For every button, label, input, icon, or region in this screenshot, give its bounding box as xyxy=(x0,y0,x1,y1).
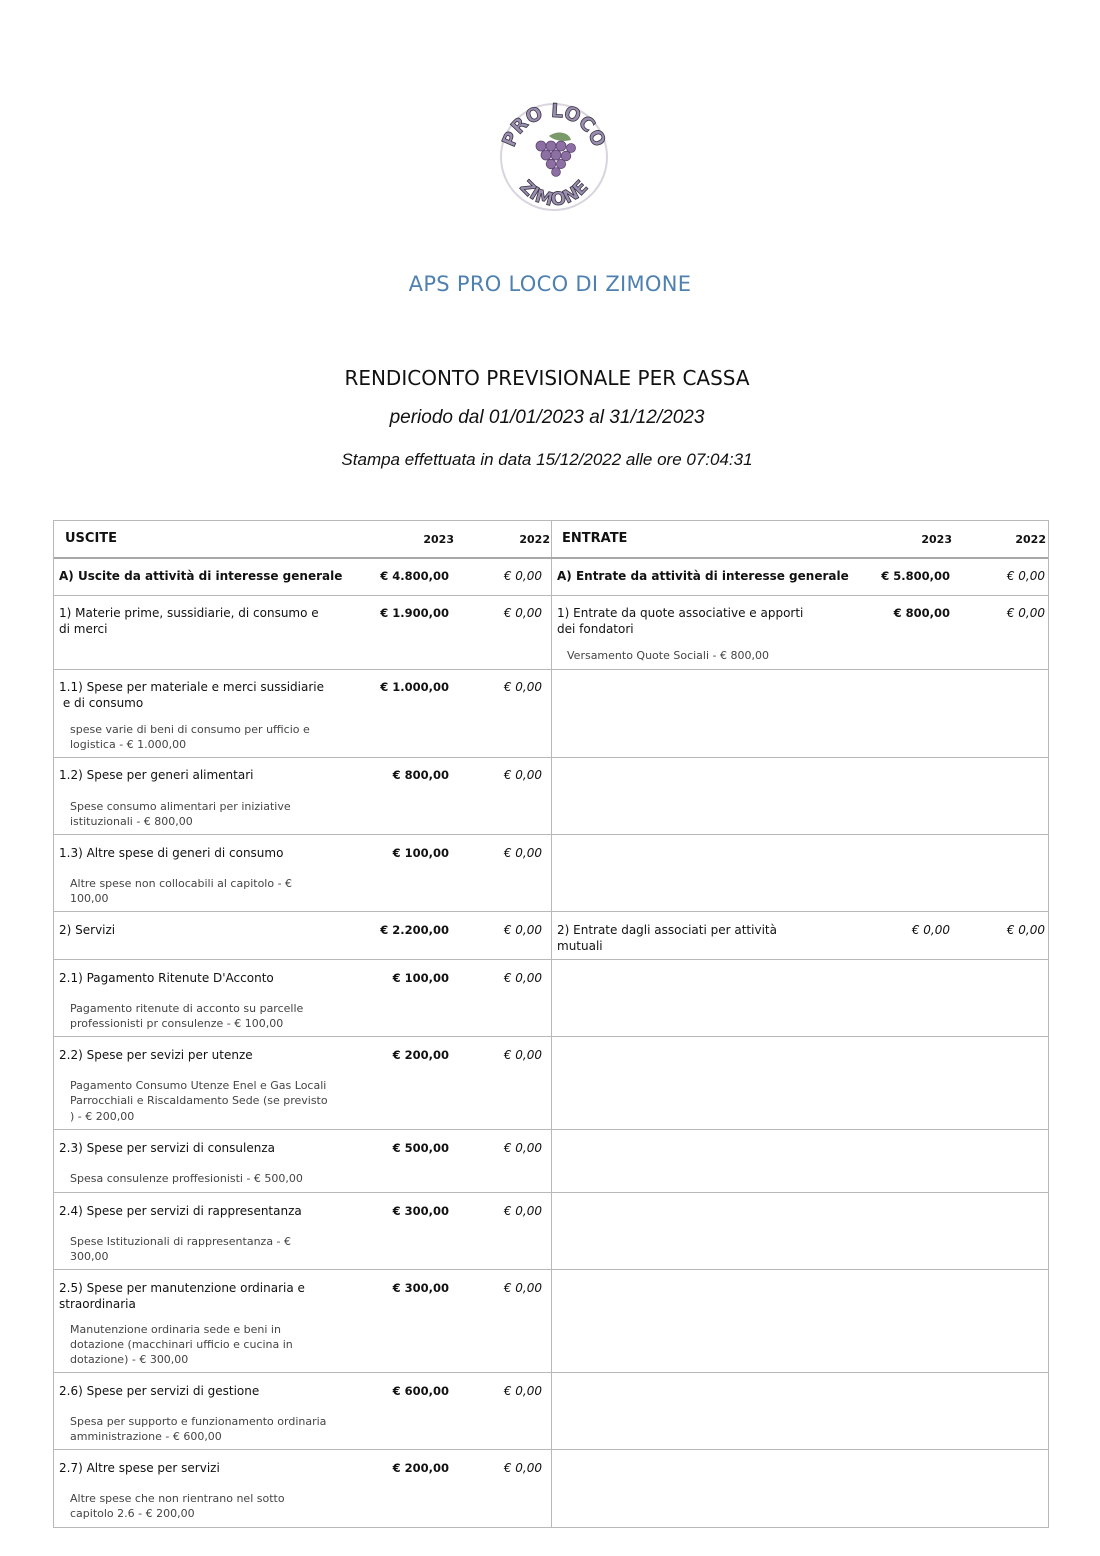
row-2-4-2023: € 300,00 xyxy=(392,1204,449,1218)
row-2-entrate-label-line1: 2) Entrate dagli associati per attività xyxy=(557,923,777,937)
row-2-uscite-label: 2) Servizi xyxy=(59,923,116,937)
row-1-uscite-2023: € 1.900,00 xyxy=(380,606,449,620)
row-2-7-2023: € 200,00 xyxy=(392,1461,449,1475)
row-2-7-note-line2: capitolo 2.6 - € 200,00 xyxy=(70,1507,195,1520)
budget-table xyxy=(53,520,1049,1528)
row-1-2-note-line2: istituzionali - € 800,00 xyxy=(70,815,193,828)
row-2-1-note-line1: Pagamento ritenute di acconto su parcelle xyxy=(70,1002,304,1015)
row-2-7-note-line1: Altre spese che non rientrano nel sotto xyxy=(70,1492,285,1505)
row-1-2-2023: € 800,00 xyxy=(392,768,449,782)
document-title: RENDICONTO PREVISIONALE PER CASSA xyxy=(344,366,750,390)
row-1-entrate-2022: € 0,00 xyxy=(1006,606,1045,620)
row-1-3-2022: € 0,00 xyxy=(503,846,542,860)
row-1-1-note-line2: logistica - € 1.000,00 xyxy=(70,738,187,751)
row-1-uscite-label-line1: 1) Materie prime, sussidiarie, di consumo e xyxy=(59,606,319,620)
pro-loco-zimone-logo xyxy=(499,100,609,214)
row-2-entrate-label-line2: mutuali xyxy=(557,939,603,953)
row-1-entrate-note: Versamento Quote Sociali - € 800,00 xyxy=(567,649,769,662)
row-separator xyxy=(54,595,1048,596)
row-2-2-label: 2.2) Spese per sevizi per utenze xyxy=(59,1048,253,1062)
row-2-5-label-line2: straordinaria xyxy=(59,1297,136,1311)
entrate-year-2023-header: 2023 xyxy=(921,533,952,546)
row-2-4-2022: € 0,00 xyxy=(503,1204,542,1218)
row-separator xyxy=(54,834,1048,835)
row-separator xyxy=(54,959,1048,960)
row-2-5-note-line1: Manutenzione ordinaria sede e beni in xyxy=(70,1323,281,1336)
row-2-7-2022: € 0,00 xyxy=(503,1461,542,1475)
row-separator xyxy=(54,1036,1048,1037)
row-a-uscite-2023: € 4.800,00 xyxy=(380,569,449,583)
row-1-entrate-2023: € 800,00 xyxy=(893,606,950,620)
row-2-4-note-line2: 300,00 xyxy=(70,1250,109,1263)
entrate-header: ENTRATE xyxy=(562,531,628,546)
row-1-uscite-2022: € 0,00 xyxy=(503,606,542,620)
row-2-3-label: 2.3) Spese per servizi di consulenza xyxy=(59,1141,275,1155)
row-separator xyxy=(54,1269,1048,1270)
row-2-3-2022: € 0,00 xyxy=(503,1141,542,1155)
row-2-2-2022: € 0,00 xyxy=(503,1048,542,1062)
uscite-header: USCITE xyxy=(65,531,118,546)
row-2-entrate-2022: € 0,00 xyxy=(1006,923,1045,937)
print-timestamp: Stampa effettuata in data 15/12/2022 alle ore 07:04:31 xyxy=(341,450,753,469)
row-1-3-note-line2: 100,00 xyxy=(70,892,109,905)
row-2-6-label: 2.6) Spese per servizi di gestione xyxy=(59,1384,260,1398)
uscite-year-2022-header: 2022 xyxy=(519,533,550,546)
row-a-entrate-2023: € 5.800,00 xyxy=(881,569,950,583)
row-1-1-label-line2: e di consumo xyxy=(59,696,144,710)
row-2-5-2022: € 0,00 xyxy=(503,1281,542,1295)
period-subtitle: periodo dal 01/01/2023 al 31/12/2023 xyxy=(389,407,705,428)
row-separator xyxy=(54,1129,1048,1130)
uscite-year-2023-header: 2023 xyxy=(423,533,454,546)
row-2-5-note-line2: dotazione (macchinari ufficio e cucina in xyxy=(70,1338,293,1351)
row-1-2-2022: € 0,00 xyxy=(503,768,542,782)
row-2-2-2023: € 200,00 xyxy=(392,1048,449,1062)
organization-title: APS PRO LOCO DI ZIMONE xyxy=(408,272,692,296)
row-1-2-note-line1: Spese consumo alimentari per iniziative xyxy=(70,800,291,813)
row-1-3-2023: € 100,00 xyxy=(392,846,449,860)
row-separator xyxy=(54,1449,1048,1450)
row-1-3-label: 1.3) Altre spese di generi di consumo xyxy=(59,846,284,860)
column-divider xyxy=(551,521,552,1527)
row-2-2-note-line1: Pagamento Consumo Utenze Enel e Gas Locali xyxy=(70,1079,327,1092)
row-2-5-label-line1: 2.5) Spese per manutenzione ordinaria e xyxy=(59,1281,305,1295)
row-separator xyxy=(54,1372,1048,1373)
row-1-entrate-label-line2: dei fondatori xyxy=(557,622,634,636)
row-separator xyxy=(54,1192,1048,1193)
row-2-1-label: 2.1) Pagamento Ritenute D'Acconto xyxy=(59,971,274,985)
row-a-uscite-label: A) Uscite da attività di interesse generale xyxy=(59,569,343,583)
logo-text-bottom: ZIMONE xyxy=(515,176,593,211)
row-2-6-note-line2: amministrazione - € 600,00 xyxy=(70,1430,222,1443)
row-2-2-note-line3: ) - € 200,00 xyxy=(70,1110,135,1123)
row-separator xyxy=(54,557,1048,559)
row-1-1-label-line1: 1.1) Spese per materiale e merci sussidiarie xyxy=(59,680,325,694)
row-2-1-note-line2: professionisti pr consulenze - € 100,00 xyxy=(70,1017,284,1030)
row-1-entrate-label-line1: 1) Entrate da quote associative e apporti xyxy=(557,606,804,620)
row-a-entrate-2022: € 0,00 xyxy=(1006,569,1045,583)
row-2-3-note-line1: Spesa consulenze proffesionisti - € 500,00 xyxy=(70,1172,303,1185)
row-2-5-2023: € 300,00 xyxy=(392,1281,449,1295)
row-1-1-2023: € 1.000,00 xyxy=(380,680,449,694)
logo-graphic xyxy=(499,100,609,214)
row-2-6-2023: € 600,00 xyxy=(392,1384,449,1398)
row-2-6-2022: € 0,00 xyxy=(503,1384,542,1398)
row-2-6-note-line1: Spesa per supporto e funzionamento ordinaria xyxy=(70,1415,327,1428)
row-2-3-2023: € 500,00 xyxy=(392,1141,449,1155)
row-separator xyxy=(54,911,1048,912)
row-1-1-note-line1: spese varie di beni di consumo per ufficio e xyxy=(70,723,310,736)
row-2-5-note-line3: dotazione) - € 300,00 xyxy=(70,1353,189,1366)
row-2-1-2022: € 0,00 xyxy=(503,971,542,985)
row-2-uscite-2022: € 0,00 xyxy=(503,923,542,937)
row-1-uscite-label-line2: di merci xyxy=(59,622,108,636)
row-1-2-label: 1.2) Spese per generi alimentari xyxy=(59,768,254,782)
row-2-uscite-2023: € 2.200,00 xyxy=(380,923,449,937)
row-2-2-note-line2: Parrocchiali e Riscaldamento Sede (se previsto xyxy=(70,1094,328,1107)
row-1-1-2022: € 0,00 xyxy=(503,680,542,694)
logo-text-top: PRO LOCO xyxy=(499,100,609,151)
row-separator xyxy=(54,757,1048,758)
row-1-3-note-line1: Altre spese non collocabili al capitolo - € xyxy=(70,877,293,890)
row-2-4-label: 2.4) Spese per servizi di rappresentanza xyxy=(59,1204,302,1218)
row-2-7-label: 2.7) Altre spese per servizi xyxy=(59,1461,220,1475)
row-a-entrate-label: A) Entrate da attività di interesse generale xyxy=(557,569,849,583)
row-a-uscite-2022: € 0,00 xyxy=(503,569,542,583)
row-separator xyxy=(54,669,1048,670)
row-2-4-note-line1: Spese Istituzionali di rappresentanza - € xyxy=(70,1235,292,1248)
entrate-year-2022-header: 2022 xyxy=(1015,533,1046,546)
row-2-entrate-2023: € 0,00 xyxy=(911,923,950,937)
row-2-1-2023: € 100,00 xyxy=(392,971,449,985)
